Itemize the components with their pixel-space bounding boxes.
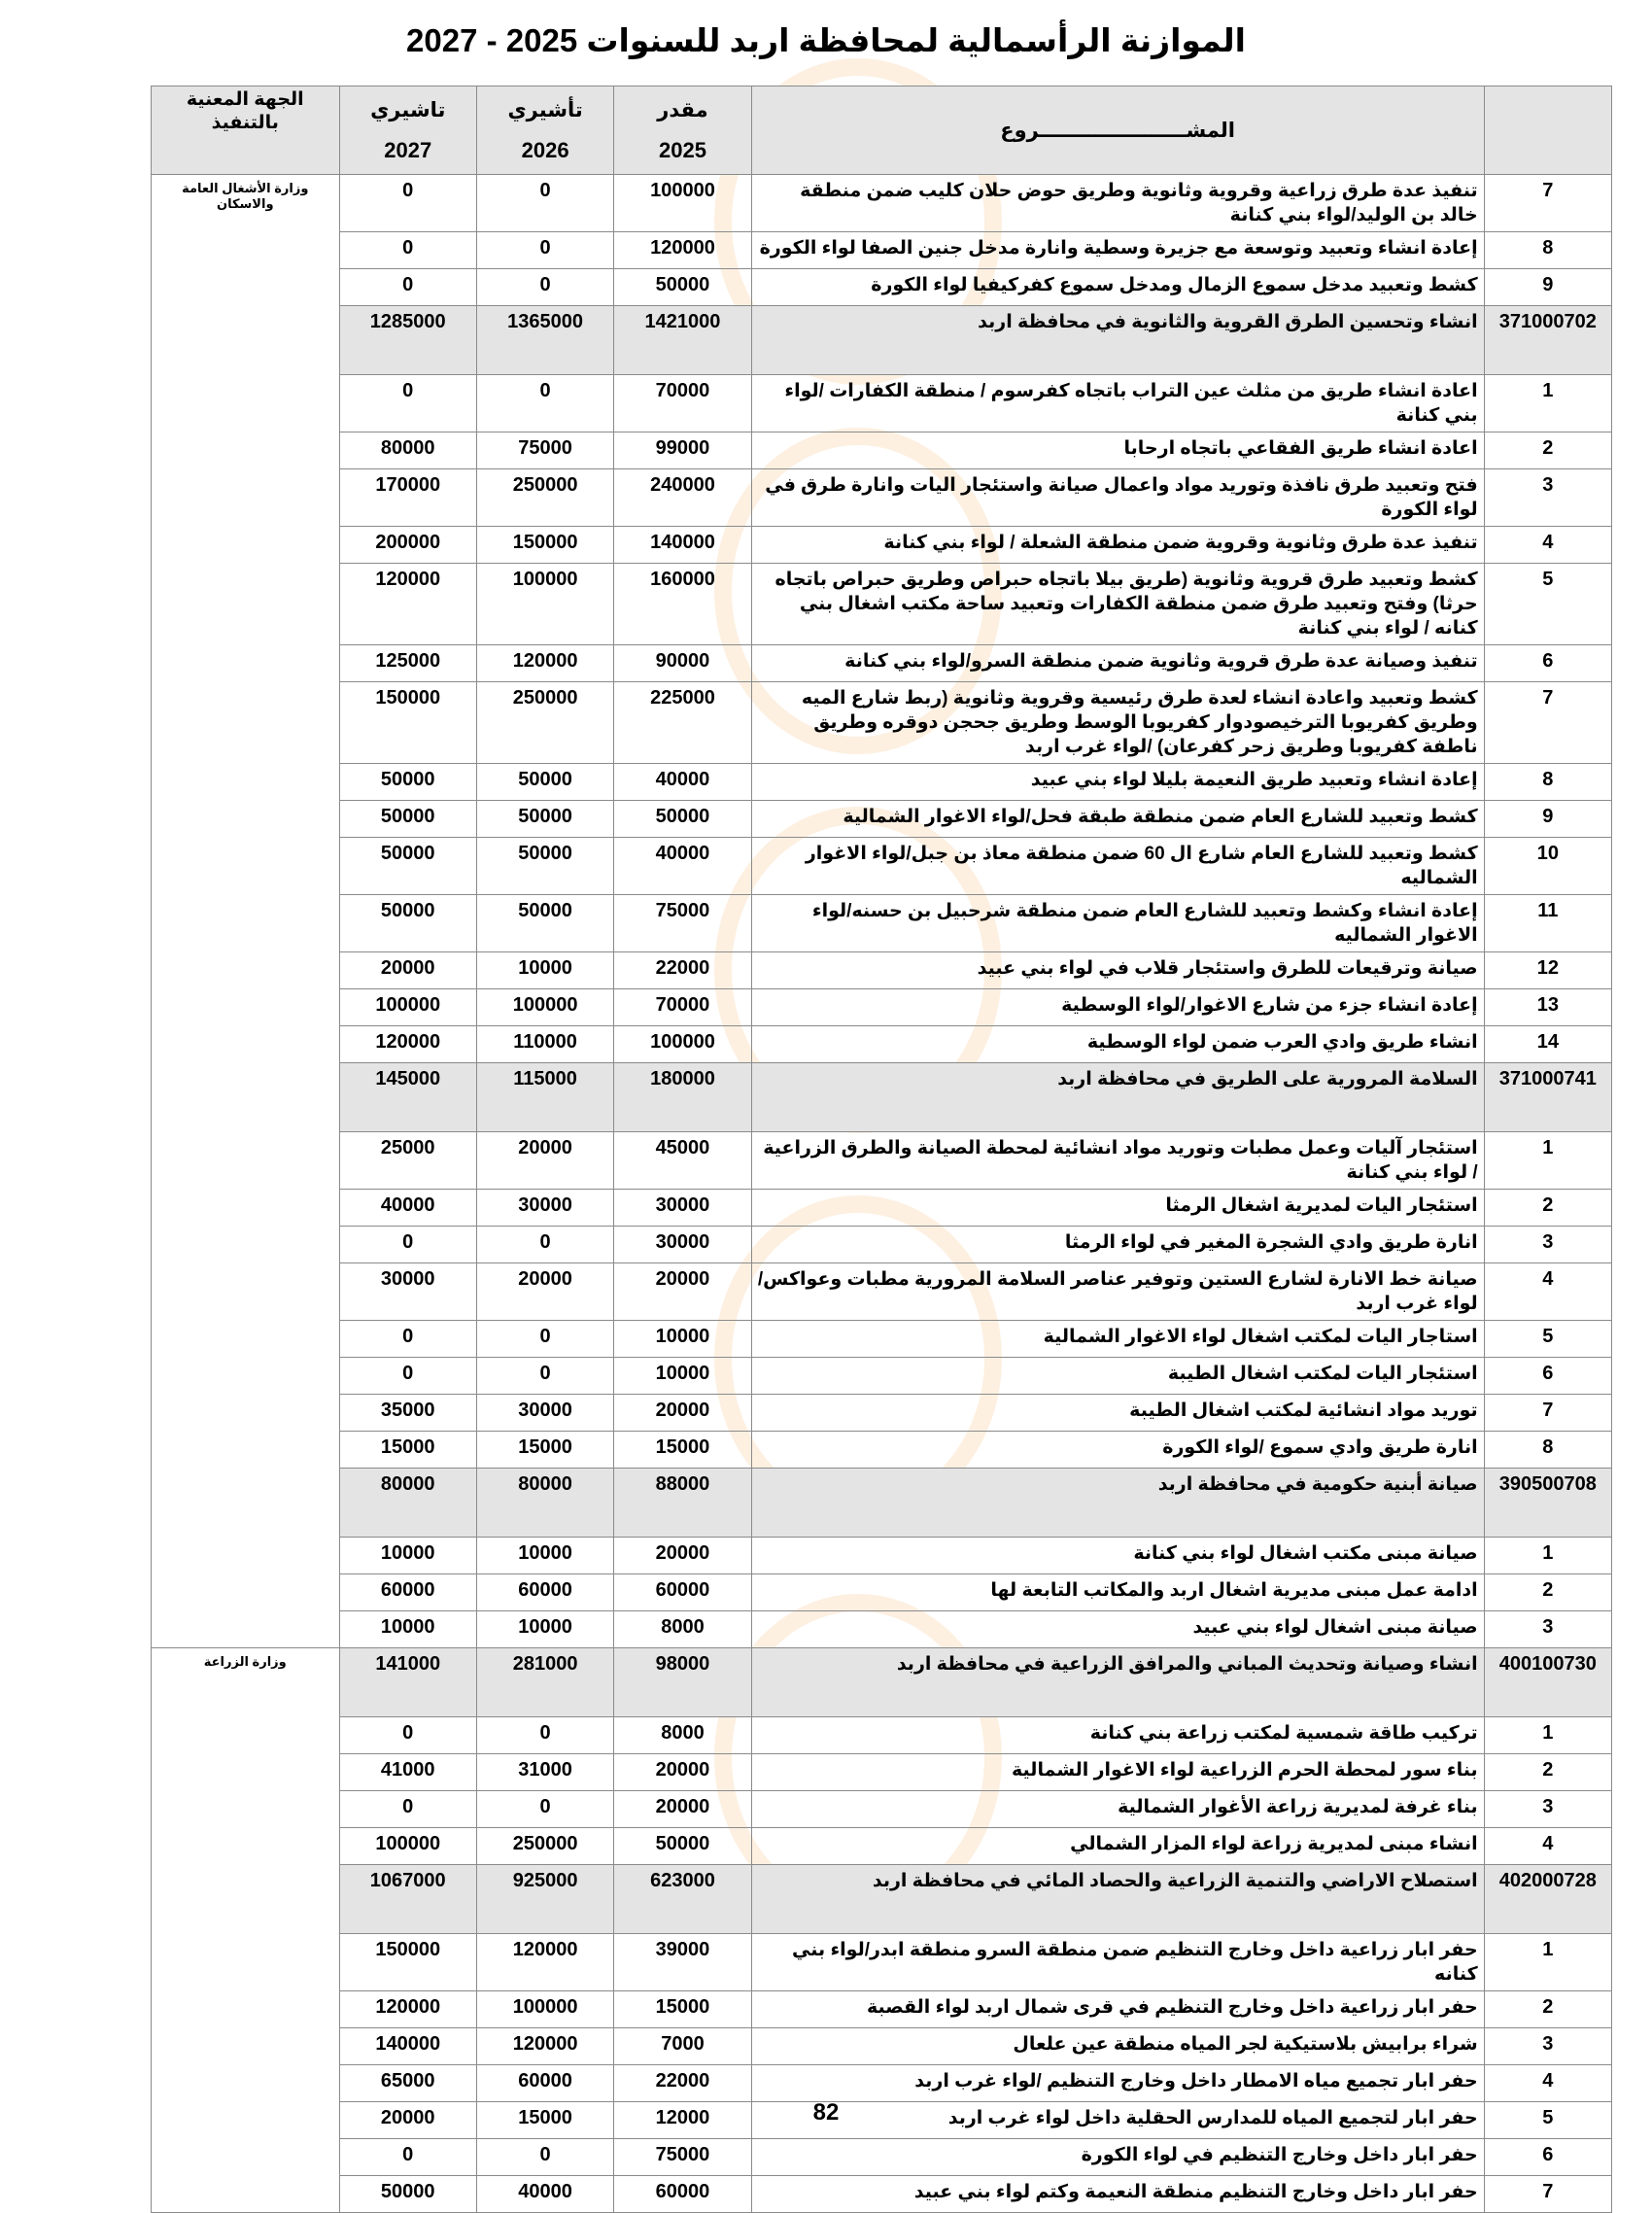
value-2026: 120000 xyxy=(476,2028,613,2065)
program-row xyxy=(152,1469,1612,1538)
table-row xyxy=(152,1263,1612,1321)
value-2026: 60000 xyxy=(476,2065,613,2102)
value-2025: 180000 xyxy=(614,1063,751,1132)
row-number: 3 xyxy=(1484,2028,1611,2065)
value-2026: 120000 xyxy=(476,1934,613,1991)
value-2026: 60000 xyxy=(476,1574,613,1611)
project-name: تنفيذ عدة طرق زراعية وقروية وثانوية وطريق حوض حلان كليب ضمن منطقة خالد بن الوليد/لواء بني كنانة xyxy=(751,175,1484,232)
row-number: 390500708 xyxy=(1484,1469,1611,1538)
value-2025: 99000 xyxy=(614,432,751,469)
value-2027: 120000 xyxy=(339,564,476,645)
value-2026: 75000 xyxy=(476,432,613,469)
header-2025-label: مقدر xyxy=(657,99,708,121)
row-number: 1 xyxy=(1484,1717,1611,1754)
value-2025: 40000 xyxy=(614,764,751,801)
table-row xyxy=(152,1934,1612,1991)
project-name: انارة طريق وادي سموع /لواء الكورة xyxy=(751,1432,1484,1469)
value-2027: 0 xyxy=(339,375,476,432)
value-2025: 20000 xyxy=(614,1754,751,1791)
value-2027: 0 xyxy=(339,269,476,306)
value-2026: 0 xyxy=(476,269,613,306)
row-number: 6 xyxy=(1484,1358,1611,1395)
project-name: استئجار اليات لمكتب اشغال الطيبة xyxy=(751,1358,1484,1395)
value-2025: 15000 xyxy=(614,1991,751,2028)
project-name: صيانة أبنية حكومية في محافظة اربد xyxy=(751,1469,1484,1538)
project-name: إعادة انشاء جزء من شارع الاغوار/لواء الوسطية xyxy=(751,989,1484,1026)
value-2027: 0 xyxy=(339,175,476,232)
row-number: 1 xyxy=(1484,1934,1611,1991)
value-2026: 20000 xyxy=(476,1263,613,1321)
value-2027: 10000 xyxy=(339,1611,476,1648)
value-2025: 140000 xyxy=(614,527,751,564)
value-2025: 20000 xyxy=(614,1538,751,1574)
value-2025: 50000 xyxy=(614,269,751,306)
value-2025: 75000 xyxy=(614,895,751,952)
table-row xyxy=(152,838,1612,895)
table-row xyxy=(152,645,1612,682)
project-name: انارة طريق وادي الشجرة المغير في لواء الرمثا xyxy=(751,1227,1484,1263)
value-2026: 110000 xyxy=(476,1026,613,1063)
project-name: حفر ابار زراعية داخل وخارج التنظيم ضمن منطقة السرو منطقة ابدر/لواء بني كنانه xyxy=(751,1934,1484,1991)
table-row xyxy=(152,1432,1612,1469)
value-2027: 0 xyxy=(339,232,476,269)
project-name: اعادة انشاء طريق الفقاعي باتجاه ارحابا xyxy=(751,432,1484,469)
value-2027: 0 xyxy=(339,1791,476,1828)
project-name: كشط وتعبيد للشارع العام ضمن منطقة طبقة فحل/لواء الاغوار الشمالية xyxy=(751,801,1484,838)
header-agency: الجهة المعنية بالتنفيذ xyxy=(152,86,340,175)
value-2026: 0 xyxy=(476,2139,613,2176)
value-2025: 1421000 xyxy=(614,306,751,375)
value-2027: 100000 xyxy=(339,989,476,1026)
value-2026: 281000 xyxy=(476,1648,613,1717)
value-2025: 160000 xyxy=(614,564,751,645)
row-number: 5 xyxy=(1484,1321,1611,1358)
value-2026: 50000 xyxy=(476,895,613,952)
project-name: كشط وتعبيد للشارع العام شارع ال 60 ضمن منطقة معاذ بن جبل/لواء الاغوار الشماليه xyxy=(751,838,1484,895)
value-2025: 10000 xyxy=(614,1358,751,1395)
value-2027: 50000 xyxy=(339,801,476,838)
table-row xyxy=(152,989,1612,1026)
row-number: 400100730 xyxy=(1484,1648,1611,1717)
value-2027: 50000 xyxy=(339,838,476,895)
header-2025-year: 2025 xyxy=(658,138,706,162)
value-2027: 0 xyxy=(339,1227,476,1263)
table-row xyxy=(152,564,1612,645)
value-2025: 8000 xyxy=(614,1717,751,1754)
value-2026: 100000 xyxy=(476,564,613,645)
value-2025: 45000 xyxy=(614,1132,751,1190)
value-2026: 10000 xyxy=(476,1538,613,1574)
value-2026: 15000 xyxy=(476,1432,613,1469)
value-2025: 100000 xyxy=(614,175,751,232)
value-2025: 98000 xyxy=(614,1648,751,1717)
value-2027: 0 xyxy=(339,1321,476,1358)
project-name: تنفيذ وصيانة عدة طرق قروية وثانوية ضمن منطقة السرو/لواء بني كنانة xyxy=(751,645,1484,682)
project-name: صيانة مبنى اشغال لواء بني عبيد xyxy=(751,1611,1484,1648)
value-2027: 100000 xyxy=(339,1828,476,1865)
table-row xyxy=(152,1321,1612,1358)
row-number: 11 xyxy=(1484,895,1611,952)
value-2025: 40000 xyxy=(614,838,751,895)
value-2027: 25000 xyxy=(339,1132,476,1190)
value-2026: 15000 xyxy=(476,2102,613,2139)
value-2027: 150000 xyxy=(339,1934,476,1991)
row-number: 2 xyxy=(1484,1574,1611,1611)
table-row xyxy=(152,2065,1612,2102)
value-2026: 925000 xyxy=(476,1865,613,1934)
project-name: إعادة انشاء وتعبيد طريق النعيمة بليلا لواء بني عبيد xyxy=(751,764,1484,801)
row-number: 6 xyxy=(1484,2139,1611,2176)
value-2027: 200000 xyxy=(339,527,476,564)
table-row xyxy=(152,764,1612,801)
value-2026: 120000 xyxy=(476,645,613,682)
header-2026-label: تأشيري xyxy=(507,99,583,121)
program-row xyxy=(152,1063,1612,1132)
budget-table xyxy=(151,86,1612,2213)
table-row xyxy=(152,269,1612,306)
value-2025: 30000 xyxy=(614,1227,751,1263)
value-2026: 10000 xyxy=(476,952,613,989)
value-2025: 12000 xyxy=(614,2102,751,2139)
value-2025: 70000 xyxy=(614,989,751,1026)
table-row xyxy=(152,1132,1612,1190)
project-name: كشط وتعبيد طرق قروية وثانوية (طريق بيلا باتجاه حبراص وطريق حبراص باتجاه حرثا) وفتح وتعبيد طرق ضمن منطقة الكفارات وتعبيد ساحة مكتب اشغال بني كنانه / لواء بني كنانة xyxy=(751,564,1484,645)
table-row xyxy=(152,1190,1612,1227)
row-number: 3 xyxy=(1484,1791,1611,1828)
row-number: 13 xyxy=(1484,989,1611,1026)
value-2025: 10000 xyxy=(614,1321,751,1358)
table-header-row xyxy=(152,86,1612,175)
table-row xyxy=(152,1754,1612,1791)
table-row xyxy=(152,2176,1612,2213)
value-2027: 30000 xyxy=(339,1263,476,1321)
table-row xyxy=(152,1574,1612,1611)
table-row xyxy=(152,952,1612,989)
row-number: 5 xyxy=(1484,564,1611,645)
value-2027: 65000 xyxy=(339,2065,476,2102)
project-name: بناء غرفة لمديرية زراعة الأغوار الشمالية xyxy=(751,1791,1484,1828)
value-2025: 88000 xyxy=(614,1469,751,1538)
value-2025: 225000 xyxy=(614,682,751,764)
row-number: 9 xyxy=(1484,269,1611,306)
value-2027: 125000 xyxy=(339,645,476,682)
project-name: صيانة خط الانارة لشارع الستين وتوفير عناصر السلامة المرورية مطبات وعواكس/ لواء غرب اربد xyxy=(751,1263,1484,1321)
project-name: انشاء وصيانة وتحديث المباني والمرافق الزراعية في محافظة اربد xyxy=(751,1648,1484,1717)
value-2025: 623000 xyxy=(614,1865,751,1934)
value-2026: 250000 xyxy=(476,682,613,764)
row-number: 6 xyxy=(1484,645,1611,682)
value-2025: 8000 xyxy=(614,1611,751,1648)
value-2025: 20000 xyxy=(614,1395,751,1432)
table-body xyxy=(152,175,1612,2213)
row-number: 8 xyxy=(1484,232,1611,269)
page-title: الموازنة الرأسمالية لمحافظة اربد للسنوات 2025 - 2027 xyxy=(406,22,1246,58)
project-name: تنفيذ عدة طرق وثانوية وقروية ضمن منطقة الشعلة / لواء بني كنانة xyxy=(751,527,1484,564)
value-2027: 0 xyxy=(339,1717,476,1754)
value-2026: 100000 xyxy=(476,1991,613,2028)
value-2026: 250000 xyxy=(476,469,613,527)
project-name: توريد مواد انشائية لمكتب اشغال الطيبة xyxy=(751,1395,1484,1432)
header-2027-label: تاشيري xyxy=(370,99,446,121)
value-2027: 50000 xyxy=(339,895,476,952)
value-2027: 40000 xyxy=(339,1190,476,1227)
value-2027: 170000 xyxy=(339,469,476,527)
project-name: انشاء وتحسين الطرق القروية والثانوية في محافظة اربد xyxy=(751,306,1484,375)
value-2027: 140000 xyxy=(339,2028,476,2065)
value-2025: 15000 xyxy=(614,1432,751,1469)
header-number xyxy=(1484,86,1611,175)
agency-cell: وزارة الزراعة xyxy=(152,1648,340,2213)
project-name: ادامة عمل مبنى مديرية اشغال اربد والمكاتب التابعة لها xyxy=(751,1574,1484,1611)
value-2025: 20000 xyxy=(614,1791,751,1828)
project-name: انشاء مبنى لمديرية زراعة لواء المزار الشمالي xyxy=(751,1828,1484,1865)
value-2026: 80000 xyxy=(476,1469,613,1538)
value-2027: 20000 xyxy=(339,952,476,989)
page-number: 82 xyxy=(812,2099,840,2126)
table-row xyxy=(152,1538,1612,1574)
row-number: 371000741 xyxy=(1484,1063,1611,1132)
project-name: شراء برابيش بلاستيكية لجر المياه منطقة عين علعال xyxy=(751,2028,1484,2065)
value-2026: 50000 xyxy=(476,838,613,895)
project-name: صيانة مبنى مكتب اشغال لواء بني كنانة xyxy=(751,1538,1484,1574)
row-number: 14 xyxy=(1484,1026,1611,1063)
value-2027: 41000 xyxy=(339,1754,476,1791)
value-2026: 0 xyxy=(476,375,613,432)
value-2027: 0 xyxy=(339,2139,476,2176)
row-number: 8 xyxy=(1484,1432,1611,1469)
value-2026: 30000 xyxy=(476,1395,613,1432)
value-2027: 80000 xyxy=(339,1469,476,1538)
value-2025: 39000 xyxy=(614,1934,751,1991)
table-row xyxy=(152,1828,1612,1865)
value-2025: 7000 xyxy=(614,2028,751,2065)
header-2026 xyxy=(476,86,613,175)
project-name: حفر ابار لتجميع المياه للمدارس الحقلية داخل لواء غرب اربد xyxy=(751,2102,1484,2139)
value-2027: 10000 xyxy=(339,1538,476,1574)
row-number: 1 xyxy=(1484,375,1611,432)
row-number: 371000702 xyxy=(1484,306,1611,375)
value-2025: 60000 xyxy=(614,1574,751,1611)
value-2026: 31000 xyxy=(476,1754,613,1791)
row-number: 8 xyxy=(1484,764,1611,801)
row-number: 5 xyxy=(1484,2102,1611,2139)
value-2026: 10000 xyxy=(476,1611,613,1648)
value-2027: 50000 xyxy=(339,2176,476,2213)
table-row xyxy=(152,232,1612,269)
row-number: 7 xyxy=(1484,1395,1611,1432)
project-name: استاجار اليات لمكتب اشغال لواء الاغوار الشمالية xyxy=(751,1321,1484,1358)
row-number: 10 xyxy=(1484,838,1611,895)
project-name: إعادة انشاء وتعبيد وتوسعة مع جزيرة وسطية وانارة مدخل جنين الصفا لواء الكورة xyxy=(751,232,1484,269)
project-name: السلامة المرورية على الطريق في محافظة اربد xyxy=(751,1063,1484,1132)
value-2025: 20000 xyxy=(614,1263,751,1321)
row-number: 7 xyxy=(1484,2176,1611,2213)
row-number: 2 xyxy=(1484,1190,1611,1227)
value-2026: 115000 xyxy=(476,1063,613,1132)
project-name: صيانة وترقيعات للطرق واستئجار قلاب في لواء بني عبيد xyxy=(751,952,1484,989)
value-2025: 30000 xyxy=(614,1190,751,1227)
value-2026: 0 xyxy=(476,1321,613,1358)
value-2026: 0 xyxy=(476,175,613,232)
value-2026: 0 xyxy=(476,1358,613,1395)
value-2026: 0 xyxy=(476,1227,613,1263)
value-2026: 250000 xyxy=(476,1828,613,1865)
header-project: المشـــــــــــــــــــــروع xyxy=(751,86,1484,175)
value-2026: 40000 xyxy=(476,2176,613,2213)
row-number: 9 xyxy=(1484,801,1611,838)
value-2027: 1067000 xyxy=(339,1865,476,1934)
table-row xyxy=(152,469,1612,527)
project-name: بناء سور لمحطة الحرم الزراعية لواء الاغوار الشمالية xyxy=(751,1754,1484,1791)
value-2025: 75000 xyxy=(614,2139,751,2176)
value-2025: 70000 xyxy=(614,375,751,432)
table-row xyxy=(152,1717,1612,1754)
table-row xyxy=(152,432,1612,469)
table-row xyxy=(152,1791,1612,1828)
project-name: حفر ابار تجميع مياه الامطار داخل وخارج التنظيم /لواء غرب اربد xyxy=(751,2065,1484,2102)
value-2025: 50000 xyxy=(614,1828,751,1865)
header-2025 xyxy=(614,86,751,175)
value-2027: 0 xyxy=(339,1358,476,1395)
value-2027: 80000 xyxy=(339,432,476,469)
value-2027: 145000 xyxy=(339,1063,476,1132)
project-name: تركيب طاقة شمسية لمكتب زراعة بني كنانة xyxy=(751,1717,1484,1754)
program-row xyxy=(152,1648,1612,1717)
row-number: 3 xyxy=(1484,469,1611,527)
value-2025: 22000 xyxy=(614,2065,751,2102)
project-name: كشط وتعبيد مدخل سموع الزمال ومدخل سموع كفركيفيا لواء الكورة xyxy=(751,269,1484,306)
project-name: حفر ابار داخل وخارج التنظيم في لواء الكورة xyxy=(751,2139,1484,2176)
row-number: 2 xyxy=(1484,1991,1611,2028)
row-number: 3 xyxy=(1484,1227,1611,1263)
project-name: حفر ابار زراعية داخل وخارج التنظيم في قرى شمال اربد لواء القصبة xyxy=(751,1991,1484,2028)
row-number: 12 xyxy=(1484,952,1611,989)
value-2027: 50000 xyxy=(339,764,476,801)
program-row xyxy=(152,306,1612,375)
project-name: حفر ابار داخل وخارج التنظيم منطقة النعيمة وكتم لواء بني عبيد xyxy=(751,2176,1484,2213)
value-2027: 120000 xyxy=(339,1026,476,1063)
row-number: 4 xyxy=(1484,2065,1611,2102)
table-row xyxy=(152,1358,1612,1395)
row-number: 1 xyxy=(1484,1538,1611,1574)
value-2026: 100000 xyxy=(476,989,613,1026)
value-2027: 150000 xyxy=(339,682,476,764)
program-row xyxy=(152,1865,1612,1934)
value-2025: 120000 xyxy=(614,232,751,269)
value-2025: 50000 xyxy=(614,801,751,838)
value-2025: 100000 xyxy=(614,1026,751,1063)
value-2025: 60000 xyxy=(614,2176,751,2213)
table-row xyxy=(152,175,1612,232)
row-number: 2 xyxy=(1484,432,1611,469)
value-2025: 22000 xyxy=(614,952,751,989)
table-row xyxy=(152,1611,1612,1648)
project-name: فتح وتعبيد طرق نافذة وتوريد مواد واعمال صيانة واستئجار اليات وانارة طرق في لواء الكورة xyxy=(751,469,1484,527)
value-2026: 150000 xyxy=(476,527,613,564)
value-2027: 120000 xyxy=(339,1991,476,2028)
row-number: 4 xyxy=(1484,1263,1611,1321)
value-2027: 60000 xyxy=(339,1574,476,1611)
row-number: 7 xyxy=(1484,682,1611,764)
project-name: استئجار اليات لمديرية اشغال الرمثا xyxy=(751,1190,1484,1227)
value-2027: 1285000 xyxy=(339,306,476,375)
row-number: 3 xyxy=(1484,1611,1611,1648)
value-2026: 50000 xyxy=(476,801,613,838)
value-2026: 1365000 xyxy=(476,306,613,375)
row-number: 4 xyxy=(1484,1828,1611,1865)
table-row xyxy=(152,1227,1612,1263)
table-row xyxy=(152,895,1612,952)
value-2027: 15000 xyxy=(339,1432,476,1469)
row-number: 2 xyxy=(1484,1754,1611,1791)
table-row xyxy=(152,1026,1612,1063)
header-2026-year: 2026 xyxy=(521,138,569,162)
value-2027: 141000 xyxy=(339,1648,476,1717)
table-row xyxy=(152,2139,1612,2176)
value-2026: 20000 xyxy=(476,1132,613,1190)
value-2027: 20000 xyxy=(339,2102,476,2139)
project-name: اعادة انشاء طريق من مثلث عين التراب باتجاه كفرسوم / منطقة الكفارات /لواء بني كنانة xyxy=(751,375,1484,432)
value-2027: 35000 xyxy=(339,1395,476,1432)
value-2026: 0 xyxy=(476,1791,613,1828)
row-number: 1 xyxy=(1484,1132,1611,1190)
agency-cell: وزارة الأشغال العامة والاسكان xyxy=(152,175,340,1648)
row-number: 4 xyxy=(1484,527,1611,564)
table-row xyxy=(152,2028,1612,2065)
header-2027-year: 2027 xyxy=(384,138,432,162)
table-row xyxy=(152,801,1612,838)
table-row xyxy=(152,1395,1612,1432)
value-2025: 90000 xyxy=(614,645,751,682)
row-number: 402000728 xyxy=(1484,1865,1611,1934)
table-row xyxy=(152,1991,1612,2028)
table-row xyxy=(152,375,1612,432)
project-name: استئجار آليات وعمل مطبات وتوريد مواد انشائية لمحطة الصيانة والطرق الزراعية / لواء بني كنانة xyxy=(751,1132,1484,1190)
project-name: استصلاح الاراضي والتنمية الزراعية والحصاد المائي في محافظة اربد xyxy=(751,1865,1484,1934)
project-name: انشاء طريق وادي العرب ضمن لواء الوسطية xyxy=(751,1026,1484,1063)
value-2026: 0 xyxy=(476,1717,613,1754)
header-2027 xyxy=(339,86,476,175)
project-name: إعادة انشاء وكشط وتعبيد للشارع العام ضمن منطقة شرحبيل بن حسنه/لواء الاغوار الشماليه xyxy=(751,895,1484,952)
row-number: 7 xyxy=(1484,175,1611,232)
value-2026: 30000 xyxy=(476,1190,613,1227)
table-row xyxy=(152,682,1612,764)
value-2026: 50000 xyxy=(476,764,613,801)
value-2025: 240000 xyxy=(614,469,751,527)
value-2026: 0 xyxy=(476,232,613,269)
table-row xyxy=(152,527,1612,564)
project-name: كشط وتعبيد واعادة انشاء لعدة طرق رئيسية وقروية وثانوية (ربط شارع الميه وطريق كفريوبا الترخيصودوار كفريوبا الوسط وطريق جحجن دوقره وطريق ناطفة كفريوبا وطريق زحر كفرعان) /لواء غرب اربد xyxy=(751,682,1484,764)
